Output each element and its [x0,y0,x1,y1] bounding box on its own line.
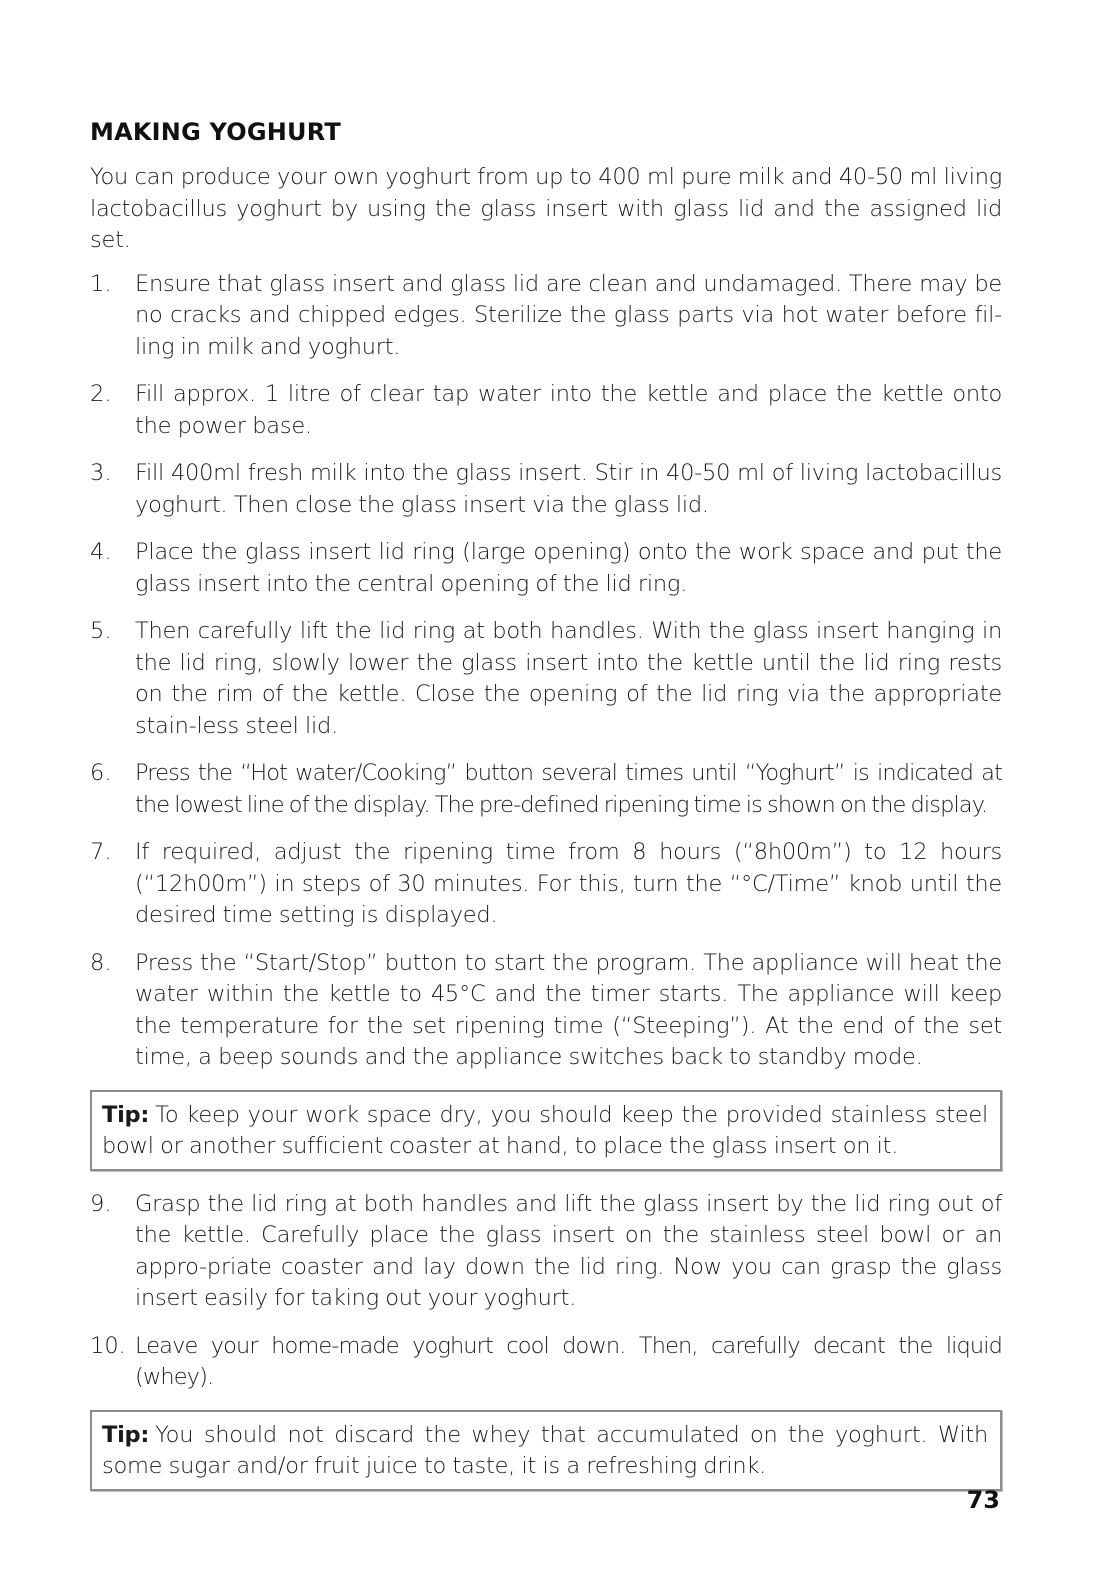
step-text: Press the “Hot water/Cooking” button several times until “Yoghurt” is indicated at the lowest line of the display. The pre-defined ripening time is shown on the display. [135,760,1002,818]
step-item [90,269,1002,364]
step-text: Place the glass insert lid ring (large opening) onto the work space and put the glass insert into the central opening of the lid ring. [135,539,1002,597]
step-text: Grasp the lid ring at both handles and lift the glass insert by the lid ring out of the kettle. Carefully place the glass insert on the stainless steel bowl or an appro-priate coaster and lay down the lid ring. Now you can grasp the glass insert easily for taking out your yoghurt. [135,1190,1002,1311]
step-number: 10. [90,1332,126,1359]
steps-list-a [90,269,1002,1074]
tip-box [90,1410,1002,1491]
step-number: 2. [90,381,112,407]
tip-label: Tip: [102,1101,150,1128]
step-text: Press the “Start/Stop” button to start the program. The appliance will heat the water within the kettle to 45°C and the timer starts. The appliance will keep the temperature for the set ripening time (“Steeping”). At the end of the set time, a beep sounds and the appliance switches back to standby mode. [135,949,1002,1070]
step-number: 8. [90,949,112,976]
step-item [90,948,1002,1074]
step-item [90,1189,1002,1315]
tip-label: Tip: [102,1421,150,1448]
tip-text: To keep your work space dry, you should keep the provided stainless steel bowl or another sufficient coaster at hand, to place the glass insert on it. [102,1101,988,1159]
tip-paragraph [102,1100,988,1163]
step-number: 9. [90,1190,112,1217]
step-item [90,1331,1002,1394]
step-number: 1. [90,270,112,297]
manual-page [90,118,1002,1509]
step-number: 6. [90,760,112,786]
step-item [90,616,1002,742]
step-item [90,837,1002,932]
tip-paragraph [102,1420,988,1483]
tip-text: You should not discard the whey that accumulated on the yoghurt. With some sugar and/or fruit juice to taste, it is a refreshing drink. [102,1421,988,1479]
step-number: 3. [90,460,112,486]
steps-list-b [90,1189,1002,1394]
step-text: Leave your home-made yoghurt cool down. Then, carefully decant the liquid (whey). [135,1332,1002,1390]
step-item [90,537,1002,600]
step-item [90,379,1002,442]
step-text: Ensure that glass insert and glass lid are clean and undamaged. There may be no cracks and chipped edges. Sterilize the glass parts via hot water before fil-ling in milk and yoghurt. [135,270,1002,360]
tip-box [90,1090,1002,1171]
step-text: Fill approx. 1 litre of clear tap water into the kettle and place the kettle onto the power base. [135,381,1002,439]
step-number: 4. [90,539,112,565]
intro-paragraph: You can produce your own yoghurt from up to 400 ml pure milk and 40-50 ml living lactobacillus yoghurt by using the glass insert with glass lid and the assigned lid set. [90,164,1002,253]
step-text: Fill 400ml fresh milk into the glass insert. Stir in 40-50 ml of living lactobacillus yoghurt. Then close the glass insert via the glass lid. [135,460,1002,518]
step-number: 5. [90,618,112,644]
section-heading: MAKING YOGHURT [90,118,341,146]
step-item [90,758,1002,821]
step-text: Then carefully lift the lid ring at both handles. With the glass insert hanging in the lid ring, slowly lower the glass insert into the kettle until the lid ring rests on the rim of the kettle. Close the opening of the lid ring via the appropriate stain-less steel lid. [135,618,1002,739]
step-number: 7. [90,839,112,865]
step-item [90,458,1002,521]
page-number: 73 [966,1486,1000,1514]
step-text: If required, adjust the ripening time from 8 hours (“8h00m”) to 12 hours (“12h00m”) in steps of 30 minutes. For this, turn the “°C/Time” knob until the desired time setting is displayed. [135,839,1002,928]
